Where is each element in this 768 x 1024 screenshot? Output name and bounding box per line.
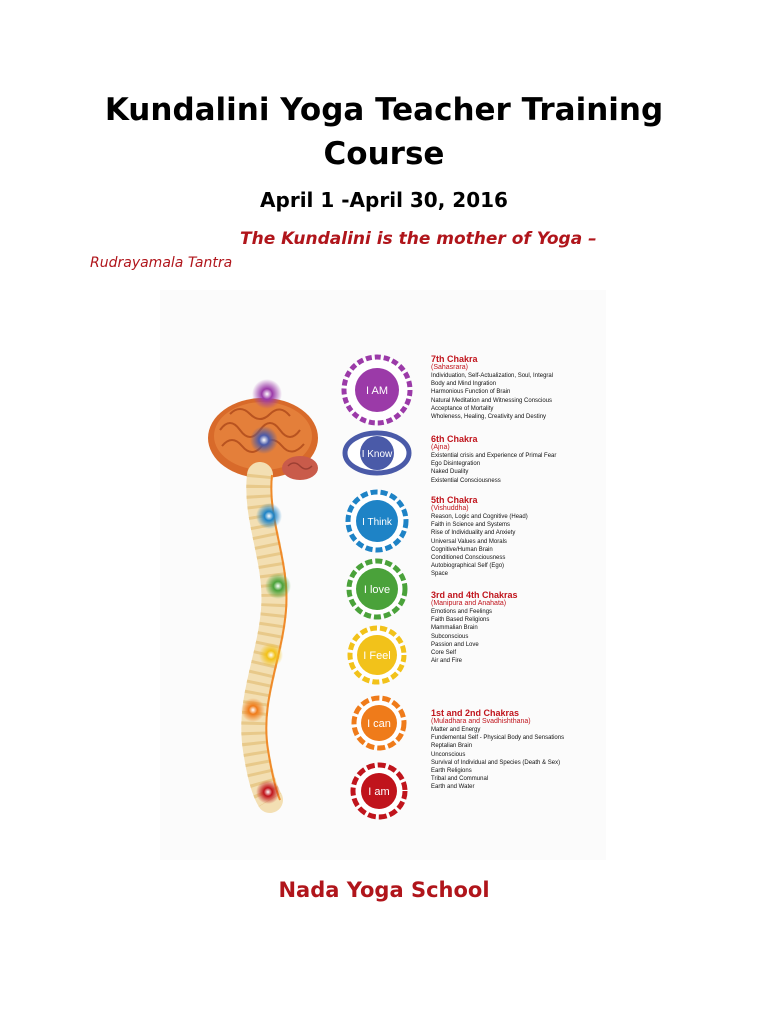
chakra-line: Existential crisis and Experience of Primal Fear — [431, 453, 557, 459]
heart-chakra-symbol — [349, 561, 405, 617]
chakra-5-description — [431, 495, 606, 579]
chakra-sanskrit: (Vishuddha) — [431, 505, 469, 512]
chakra-6-description — [431, 434, 606, 485]
chakra-line: Naked Duality — [431, 469, 469, 476]
sacral-chakra-point — [241, 698, 265, 722]
quote-source: Rudrayamala Tantra — [90, 255, 233, 271]
chakra-line: Universal Values and Morals — [431, 538, 507, 545]
chakra-line: Matter and Energy — [431, 727, 481, 733]
third-eye-chakra-point — [250, 426, 278, 454]
chakra-symbol-label: I love — [363, 584, 391, 596]
chakra-line: Cognitive/Human Brain — [431, 546, 493, 553]
chakra-symbol-label: I Feel — [363, 650, 391, 662]
throat-chakra-symbol — [348, 492, 406, 550]
chakra-line: Core Self — [431, 650, 457, 657]
crown-chakra-symbol — [344, 357, 410, 423]
chakra-line: Conditioned Consciousness — [431, 555, 506, 562]
chakra-title: 6th Chakra — [431, 434, 478, 444]
chakra-line: Unconscious — [431, 751, 466, 758]
chakra-line: Individuation, Self-Actualization, Soul, Integral — [431, 373, 554, 379]
chakra-line: Mammalian Brain — [431, 625, 478, 632]
chakra-line: Faith Based Religions — [431, 617, 490, 624]
document-title: Kundalini Yoga Teacher Training Course — [104, 92, 664, 172]
quote: The Kundalini is the mother of Yoga – — [240, 229, 597, 249]
crown-chakra-point — [252, 379, 282, 409]
chakra-line: Air and Fire — [431, 658, 463, 665]
chakra-line: Space — [431, 571, 449, 578]
chakra-line: Survival of Individual and Species (Death & Sex) — [431, 759, 561, 766]
throat-chakra-point — [256, 503, 282, 529]
chakra-line: Acceptance of Mortality — [431, 405, 494, 412]
chakra-line: Fundemental Self - Physical Body and Sensations — [431, 735, 565, 742]
solar-plexus-chakra-symbol — [350, 628, 404, 682]
chakra-line: Passion and Love — [431, 641, 479, 648]
root-chakra-point — [256, 780, 280, 804]
chakra-1-2-description — [431, 708, 606, 792]
chakra-title: 1st and 2nd Chakras — [431, 708, 520, 718]
chakra-title: 7th Chakra — [431, 354, 478, 364]
chakra-title: 3rd and 4th Chakras — [431, 590, 518, 600]
third-eye-chakra-symbol — [345, 433, 409, 473]
chakra-line: Reptalian Brain — [431, 743, 473, 750]
chakra-symbol-label: I Know — [361, 449, 393, 460]
school-name: Nada Yoga School — [278, 878, 490, 902]
chakra-line: Autobiographical Self (Ego) — [431, 563, 505, 570]
chakra-line: Wholeness, Healing, Creativity and Destiny — [431, 414, 547, 421]
heart-chakra-point — [265, 573, 291, 599]
chakra-3-4-description — [431, 590, 606, 665]
course-dates: April 1 -April 30, 2016 — [260, 188, 508, 212]
chakra-line: Faith in Science and Systems — [431, 522, 511, 529]
chakra-line: Earth and Water — [431, 784, 475, 791]
chakra-line: Tribal and Communal — [431, 776, 489, 783]
chakra-line: Body and Mind Ingration — [431, 381, 497, 388]
chakra-symbol-label: I AM — [365, 385, 389, 397]
chakra-line: Earth Religions — [431, 768, 472, 775]
chakra-7-description — [431, 354, 606, 421]
chakra-line: Subconscious — [431, 633, 469, 640]
chakra-sanskrit: (Muladhara and Svadhishthana) — [431, 718, 531, 725]
chakra-line: Reason, Logic and Cognitive (Head) — [431, 514, 528, 520]
chakra-figure — [160, 290, 606, 860]
sacral-chakra-symbol — [354, 698, 404, 748]
chakra-line: Natural Meditation and Witnessing Conscious — [431, 397, 553, 404]
root-chakra-symbol — [353, 765, 405, 817]
chakra-sanskrit: (Manipura and Anahata) — [431, 600, 507, 607]
chakra-title: 5th Chakra — [431, 495, 478, 505]
chakra-symbol-label: I can — [367, 718, 391, 730]
chakra-line: Ego Disintegration — [431, 461, 481, 468]
solar-plexus-chakra-point — [259, 643, 283, 667]
chakra-line: Existential Consciousness — [431, 477, 501, 484]
chakra-symbol-label: I Think — [362, 517, 392, 528]
chakra-line: Rise of Individuality and Anxiety — [431, 530, 516, 537]
chakra-sanskrit: (Sahasrara) — [431, 364, 468, 371]
chakra-sanskrit: (Ajna) — [431, 444, 450, 451]
chakra-line: Harmonious Function of Brain — [431, 389, 511, 396]
chakra-symbol-label: I am — [368, 786, 390, 798]
chakra-line: Emotions and Feelings — [431, 609, 493, 615]
